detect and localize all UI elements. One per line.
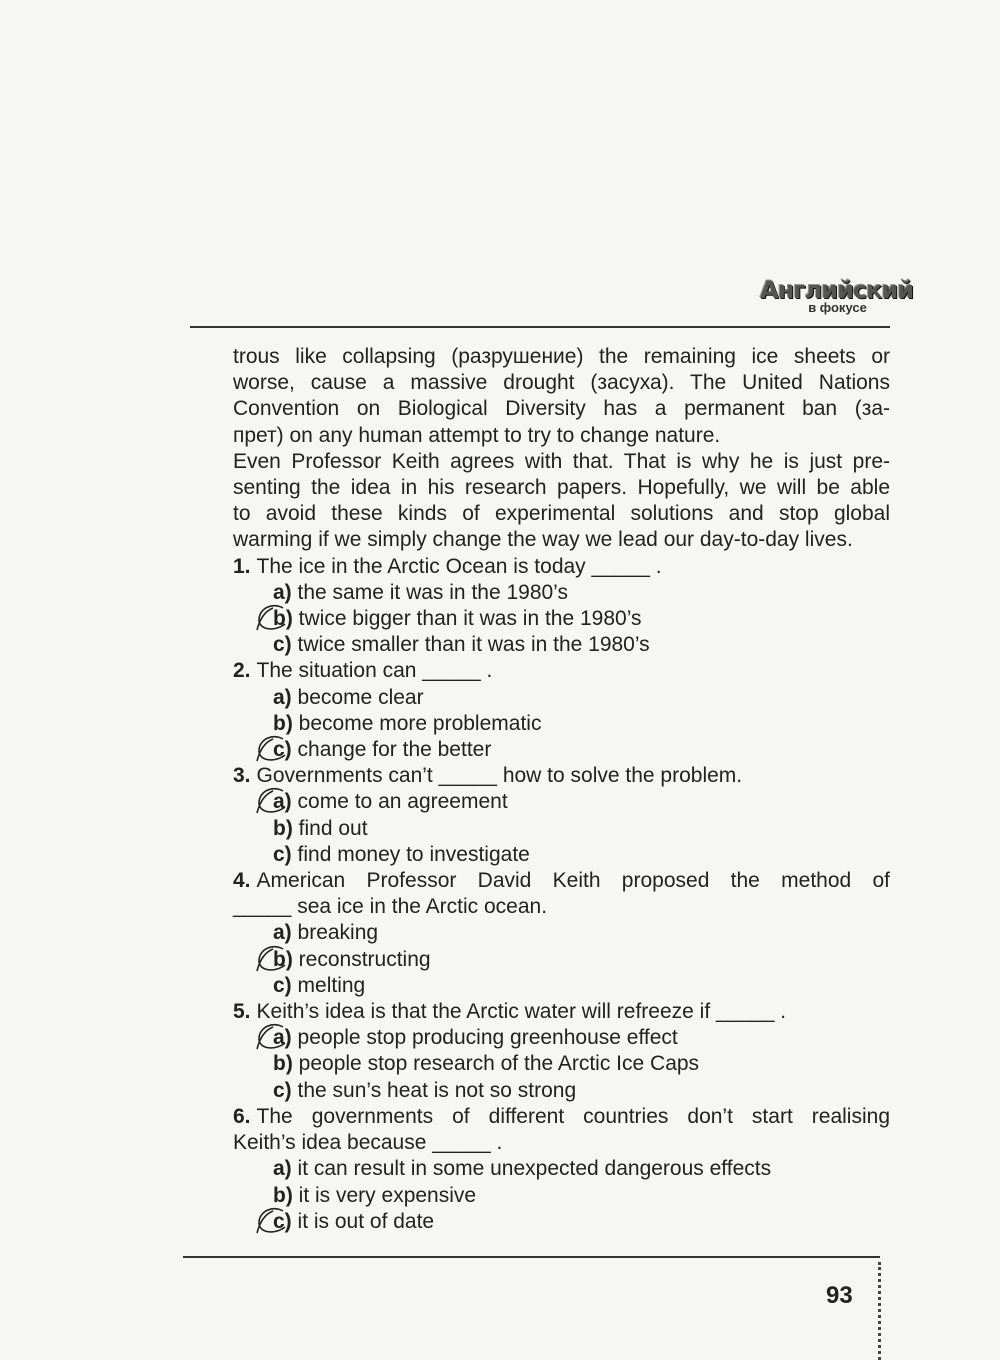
page-content: [233, 344, 890, 1235]
answer-option-b[interactable]: [233, 1051, 890, 1077]
option-text: people stop producing greenhouse effect: [297, 1026, 678, 1050]
option-letter: c): [273, 842, 292, 866]
question-text: The ice in the Arctic Ocean is today _____ .: [256, 554, 662, 578]
paragraph-line: worse, cause a massive drought (засуха). The United Nations: [233, 371, 890, 395]
question-2: [233, 658, 890, 763]
option-letter: b): [273, 711, 293, 735]
option-text: the same it was in the 1980’s: [297, 580, 568, 604]
answer-option-c[interactable]: [233, 973, 890, 999]
question-text-line: [233, 868, 890, 894]
question-text: The governments of different countries don’t start realising: [256, 1104, 890, 1128]
option-letter: c): [273, 1209, 292, 1233]
question-text-line: [233, 554, 890, 580]
option-text: twice bigger than it was in the 1980’s: [298, 607, 642, 631]
question-text-line: [233, 763, 890, 789]
publisher-logo: [760, 276, 914, 315]
dotted-cut-line: [878, 1262, 881, 1360]
question-text-line: [233, 658, 890, 684]
option-text: melting: [297, 973, 366, 997]
question-text: The situation can _____ .: [256, 659, 493, 683]
answer-option-b[interactable]: [233, 947, 890, 973]
answer-option-a[interactable]: [233, 1156, 890, 1182]
option-letter: a): [273, 790, 292, 814]
option-letter: c): [273, 1078, 292, 1102]
question-number: 3.: [233, 764, 251, 788]
option-text: twice smaller than it was in the 1980’s: [297, 633, 650, 657]
answer-option-c[interactable]: [233, 842, 890, 868]
option-text: change for the better: [297, 738, 492, 762]
question-1: [233, 554, 890, 659]
question-text-line: [233, 894, 890, 920]
question-6: [233, 1104, 890, 1235]
answer-option-a[interactable]: [233, 1025, 890, 1051]
question-text: Governments can’t _____ how to solve the problem.: [256, 764, 743, 788]
answer-option-c[interactable]: [233, 632, 890, 658]
answer-option-b[interactable]: [233, 711, 890, 737]
footer-divider: [183, 1256, 880, 1258]
answer-option-a[interactable]: [233, 789, 890, 815]
answer-option-b[interactable]: [233, 1183, 890, 1209]
option-letter: c): [273, 633, 292, 657]
option-text: breaking: [297, 921, 379, 945]
question-number: 6.: [233, 1104, 251, 1128]
option-text: people stop research of the Arctic Ice Caps: [298, 1052, 700, 1076]
paragraph-line: to avoid these kinds of experimental solutions and stop global: [233, 502, 890, 526]
option-text: become clear: [297, 685, 424, 709]
option-text: the sun’s heat is not so strong: [297, 1078, 577, 1102]
paragraph-line: прет) on any human attempt to try to change nature.: [233, 423, 721, 447]
question-number: 1.: [233, 554, 251, 578]
answer-option-a[interactable]: [233, 685, 890, 711]
paragraph-line: Convention on Biological Diversity has a permanent ban (за-: [233, 397, 890, 421]
question-3: [233, 763, 890, 868]
option-text: reconstructing: [298, 947, 431, 971]
reading-paragraph: [233, 344, 890, 554]
paragraph-line: senting the idea in his research papers. Hopefully, we will be able: [233, 476, 890, 500]
answer-option-c[interactable]: [233, 1209, 890, 1235]
answer-option-b[interactable]: [233, 816, 890, 842]
option-letter: a): [273, 1157, 292, 1181]
option-text: become more problematic: [298, 711, 542, 735]
question-text-line: [233, 1130, 890, 1156]
paragraph-line: warming if we simply change the way we lead our day-to-day lives.: [233, 528, 853, 552]
option-text: find money to investigate: [297, 842, 530, 866]
question-list: [233, 554, 890, 1235]
header-divider: [190, 326, 890, 328]
page-number: 93: [826, 1282, 853, 1309]
option-letter: a): [273, 1026, 292, 1050]
option-text: it is out of date: [297, 1209, 435, 1233]
question-5: [233, 999, 890, 1104]
question-text-line: [233, 999, 890, 1025]
option-letter: c): [273, 973, 292, 997]
question-text: _____ sea ice in the Arctic ocean.: [233, 895, 548, 919]
logo-title: Английский: [760, 276, 914, 304]
option-letter: a): [273, 921, 292, 945]
answer-option-b[interactable]: [233, 606, 890, 632]
option-letter: b): [273, 1052, 293, 1076]
option-letter: c): [273, 738, 292, 762]
answer-option-c[interactable]: [233, 1078, 890, 1104]
answer-option-a[interactable]: [233, 920, 890, 946]
answer-option-c[interactable]: [233, 737, 890, 763]
answer-option-a[interactable]: [233, 580, 890, 606]
option-text: come to an agreement: [297, 790, 508, 814]
option-letter: b): [273, 947, 293, 971]
option-letter: b): [273, 816, 293, 840]
question-text: Keith’s idea is that the Arctic water will refreeze if _____ .: [256, 1000, 787, 1024]
option-text: find out: [298, 816, 368, 840]
question-text-line: [233, 1104, 890, 1130]
question-text: Keith’s idea because _____ .: [233, 1131, 503, 1155]
option-letter: b): [273, 607, 293, 631]
paragraph-line: Even Professor Keith agrees with that. That is why he is just pre-: [233, 449, 890, 473]
question-number: 4.: [233, 869, 251, 893]
option-letter: a): [273, 580, 292, 604]
option-text: it is very expensive: [298, 1183, 477, 1207]
question-number: 2.: [233, 659, 251, 683]
question-4: [233, 868, 890, 999]
paragraph-line: trous like collapsing (разрушение) the remaining ice sheets or: [233, 345, 890, 368]
question-text: American Professor David Keith proposed the method of: [256, 869, 890, 893]
logo-subtitle: в фокусе: [808, 300, 867, 315]
question-number: 5.: [233, 1000, 251, 1024]
option-letter: a): [273, 685, 292, 709]
option-text: it can result in some unexpected dangerous effects: [297, 1157, 772, 1181]
option-letter: b): [273, 1183, 293, 1207]
